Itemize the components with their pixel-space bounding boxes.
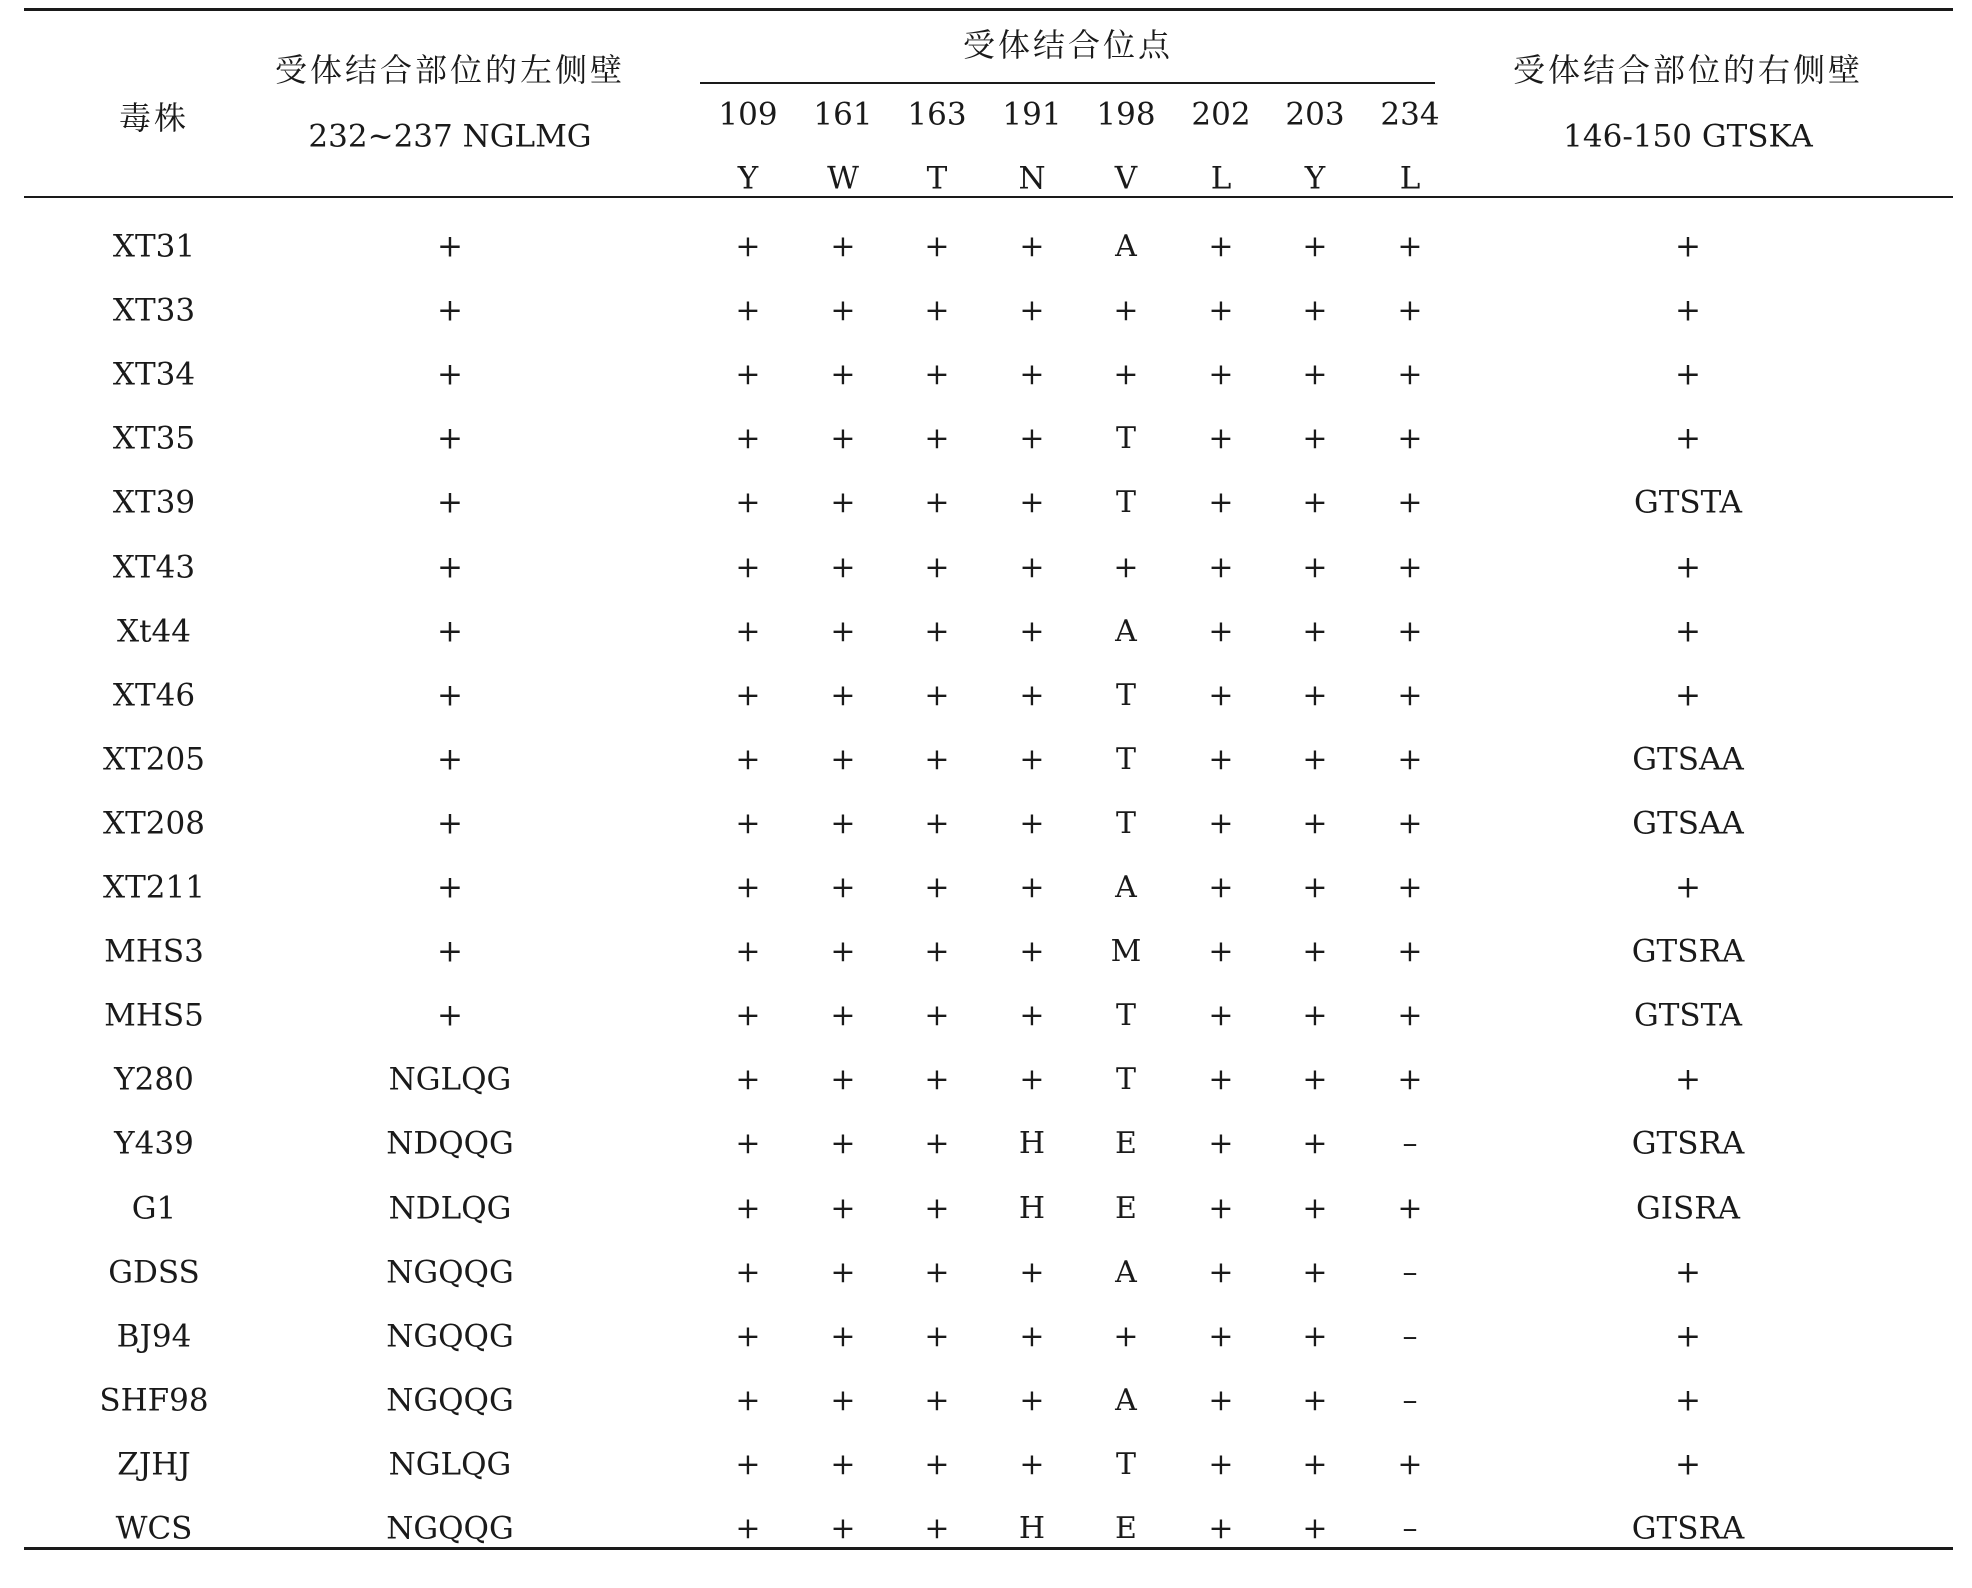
cell-left-wall: NGQQG <box>386 1382 514 1419</box>
cell-left-wall: + <box>437 677 463 714</box>
header-site-aa: V <box>1114 160 1138 197</box>
header-site-aa: N <box>1018 160 1046 197</box>
cell-left-wall: + <box>437 997 463 1034</box>
cell-site: + <box>830 293 856 329</box>
header-site-aa: L <box>1399 160 1421 197</box>
cell-site: + <box>1302 998 1328 1034</box>
cell-right-wall: + <box>1675 292 1701 329</box>
cell-site: + <box>924 357 950 393</box>
cell-site: + <box>1302 1254 1328 1290</box>
cell-site: + <box>1208 1446 1234 1482</box>
cell-site: + <box>830 549 856 585</box>
cell-site: + <box>735 870 761 905</box>
cell-site: + <box>1302 1190 1328 1226</box>
cell-site: A <box>1115 1382 1137 1418</box>
cell-left-wall: + <box>437 356 463 393</box>
cell-right-wall: + <box>1675 613 1701 650</box>
cell-site: + <box>1208 1190 1234 1226</box>
cell-site: + <box>924 870 950 905</box>
cell-site: + <box>924 549 950 585</box>
header-site-position: 161 <box>813 96 873 133</box>
cell-site: + <box>1302 421 1328 457</box>
cell-left-wall: + <box>437 933 463 970</box>
cell-site: T <box>1115 998 1137 1034</box>
header-site-group: 受体结合位点 <box>962 26 1174 64</box>
cell-right-wall: GTSRA <box>1631 1510 1745 1547</box>
cell-site: + <box>735 1190 761 1226</box>
header-site-aa: Y <box>1304 160 1326 197</box>
cell-site: + <box>1397 1190 1423 1226</box>
cell-right-wall: GTSRA <box>1631 933 1745 970</box>
cell-site: + <box>1113 293 1139 329</box>
cell-left-wall: NDQQG <box>386 1125 514 1162</box>
cell-site: + <box>735 1062 761 1098</box>
cell-site: + <box>830 1062 856 1098</box>
cell-strain: XT33 <box>112 292 196 329</box>
cell-site: + <box>1397 229 1423 264</box>
cell-site: E <box>1115 1511 1137 1546</box>
cell-site: + <box>735 805 761 841</box>
cell-site: + <box>830 1382 856 1418</box>
cell-site: + <box>1208 1511 1234 1546</box>
cell-site: + <box>924 1318 950 1354</box>
cell-site: + <box>924 1062 950 1098</box>
cell-site: + <box>735 998 761 1034</box>
cell-site: + <box>1302 485 1328 521</box>
cell-left-wall: + <box>437 869 463 906</box>
cell-site: + <box>735 549 761 585</box>
cell-site: A <box>1115 1254 1137 1290</box>
cell-site: + <box>830 229 856 264</box>
cell-site: + <box>830 741 856 777</box>
table-top-rule <box>24 8 1953 11</box>
cell-strain: XT205 <box>103 741 205 778</box>
cell-site: + <box>1113 549 1139 585</box>
cell-site: + <box>1302 549 1328 585</box>
cell-site: + <box>924 229 950 264</box>
cell-site: + <box>830 357 856 393</box>
header-site-aa: L <box>1210 160 1232 197</box>
cell-right-wall: + <box>1675 1382 1701 1419</box>
cell-left-wall: + <box>437 292 463 329</box>
cell-strain: XT34 <box>112 356 196 393</box>
cell-site: + <box>1208 549 1234 585</box>
cell-strain: XT211 <box>103 869 205 906</box>
cell-right-wall: + <box>1675 549 1701 585</box>
cell-site: + <box>1302 1318 1328 1354</box>
table-bottom-rule <box>24 1547 1953 1550</box>
cell-right-wall: GISRA <box>1636 1190 1740 1226</box>
cell-right-wall: + <box>1675 1254 1701 1291</box>
cell-right-wall: + <box>1675 420 1701 457</box>
cell-site: T <box>1115 1446 1137 1482</box>
cell-site: + <box>1208 1126 1234 1162</box>
cell-site: + <box>735 613 761 649</box>
cell-site: E <box>1115 1126 1137 1162</box>
cell-site: + <box>1019 677 1045 713</box>
cell-site: + <box>1208 741 1234 777</box>
cell-left-wall: + <box>437 549 463 585</box>
cell-site: + <box>830 1511 856 1546</box>
cell-site: + <box>924 1190 950 1226</box>
cell-left-wall: + <box>437 741 463 778</box>
header-site-position: 234 <box>1380 96 1440 133</box>
cell-site: + <box>735 357 761 393</box>
cell-right-wall: + <box>1675 1061 1701 1098</box>
cell-site: + <box>924 998 950 1034</box>
cell-site: – <box>1402 1254 1418 1290</box>
cell-site: + <box>830 485 856 521</box>
cell-left-wall: NGLQG <box>388 1061 512 1098</box>
cell-right-wall: + <box>1675 1446 1701 1483</box>
header-site-aa: T <box>926 160 948 197</box>
cell-site: H <box>1018 1190 1046 1226</box>
cell-right-wall: GTSTA <box>1633 484 1743 521</box>
header-left-wall-range: 232~237 NGLMG <box>308 118 592 155</box>
cell-site: + <box>1208 1318 1234 1354</box>
cell-site: + <box>830 934 856 970</box>
cell-site: + <box>924 805 950 841</box>
cell-site: A <box>1115 870 1137 905</box>
cell-site: + <box>1208 934 1234 970</box>
cell-site: + <box>924 741 950 777</box>
cell-left-wall: + <box>437 228 463 265</box>
cell-site: + <box>1019 805 1045 841</box>
cell-site: + <box>924 421 950 457</box>
header-left-wall-title: 受体结合部位的左侧壁 <box>274 51 626 89</box>
cell-site: + <box>1302 613 1328 649</box>
cell-site: H <box>1018 1126 1046 1162</box>
cell-left-wall: + <box>437 484 463 521</box>
cell-site: + <box>735 421 761 457</box>
cell-site: + <box>735 934 761 970</box>
cell-strain: Y280 <box>114 1061 194 1098</box>
cell-left-wall: + <box>437 613 463 650</box>
cell-strain: Xt44 <box>117 613 191 650</box>
cell-site: + <box>830 1446 856 1482</box>
cell-site: + <box>1019 1446 1045 1482</box>
cell-site: + <box>1397 998 1423 1034</box>
cell-site: + <box>1019 1062 1045 1098</box>
header-strain: 毒株 <box>118 99 190 137</box>
cell-site: + <box>1019 357 1045 393</box>
cell-site: + <box>1302 293 1328 329</box>
cell-right-wall: GTSAA <box>1632 805 1744 842</box>
cell-right-wall: + <box>1675 356 1701 393</box>
cell-site: + <box>1397 485 1423 521</box>
cell-site: + <box>735 1318 761 1354</box>
cell-site: + <box>924 293 950 329</box>
cell-site: + <box>1397 741 1423 777</box>
cell-strain: BJ94 <box>116 1318 192 1355</box>
cell-site: + <box>830 1126 856 1162</box>
cell-site: + <box>1019 1382 1045 1418</box>
cell-site: + <box>1397 677 1423 713</box>
cell-site: + <box>1208 998 1234 1034</box>
cell-site: + <box>1397 870 1423 905</box>
header-right-wall-range: 146-150 GTSKA <box>1563 118 1813 155</box>
cell-site: + <box>1397 805 1423 841</box>
cell-site: + <box>1019 229 1045 264</box>
header-site-position: 191 <box>1002 96 1062 133</box>
cell-site: + <box>1302 677 1328 713</box>
cell-site: + <box>1019 293 1045 329</box>
cell-site: + <box>1208 613 1234 649</box>
cell-site: + <box>1302 1511 1328 1546</box>
cell-site: + <box>735 1126 761 1162</box>
cell-strain: XT43 <box>112 549 196 585</box>
cell-left-wall: NGLQG <box>388 1446 512 1483</box>
cell-site: + <box>924 1254 950 1290</box>
cell-strain: ZJHJ <box>117 1446 191 1483</box>
cell-site: + <box>1019 1254 1045 1290</box>
cell-site: T <box>1115 677 1137 713</box>
cell-site: + <box>1208 805 1234 841</box>
cell-site: + <box>1302 805 1328 841</box>
cell-site: + <box>1208 293 1234 329</box>
cell-left-wall: + <box>437 805 463 842</box>
cell-site: + <box>830 1190 856 1226</box>
cell-site: + <box>924 1126 950 1162</box>
cell-site: + <box>830 677 856 713</box>
cell-site: + <box>735 1446 761 1482</box>
cell-right-wall: GTSTA <box>1633 997 1743 1034</box>
cell-site: + <box>1302 934 1328 970</box>
cell-site: + <box>735 1511 761 1546</box>
cell-site: + <box>1397 421 1423 457</box>
cell-site: + <box>924 1446 950 1482</box>
cell-site: + <box>830 1254 856 1290</box>
cell-site: + <box>1019 549 1045 585</box>
cell-site: + <box>735 1382 761 1418</box>
cell-site: + <box>1113 357 1139 393</box>
cell-site: + <box>735 485 761 521</box>
header-site-position: 202 <box>1191 96 1251 133</box>
site-group-rule <box>700 82 1435 84</box>
header-site-position: 203 <box>1285 96 1345 133</box>
header-site-position: 163 <box>907 96 967 133</box>
cell-site: + <box>1019 485 1045 521</box>
cell-site: + <box>735 293 761 329</box>
cell-site: – <box>1402 1511 1418 1546</box>
cell-site: A <box>1115 613 1137 649</box>
cell-left-wall: NGQQG <box>386 1318 514 1355</box>
cell-site: + <box>1302 1382 1328 1418</box>
cell-site: + <box>830 805 856 841</box>
cell-site: + <box>1208 870 1234 905</box>
cell-strain: MHS5 <box>104 997 204 1034</box>
cell-strain: GDSS <box>108 1254 200 1291</box>
cell-site: – <box>1402 1126 1418 1162</box>
cell-right-wall: GTSAA <box>1632 741 1744 778</box>
header-site-aa: Y <box>737 160 759 197</box>
cell-strain: XT208 <box>103 805 205 842</box>
cell-right-wall: + <box>1675 869 1701 906</box>
cell-site: + <box>830 613 856 649</box>
cell-strain: G1 <box>131 1190 177 1226</box>
cell-site: + <box>924 1511 950 1546</box>
cell-site: + <box>1397 357 1423 393</box>
cell-site: + <box>1302 229 1328 264</box>
cell-site: + <box>735 1254 761 1290</box>
cell-site: + <box>1302 357 1328 393</box>
cell-strain: Y439 <box>114 1125 194 1162</box>
cell-site: + <box>924 613 950 649</box>
cell-site: + <box>1397 613 1423 649</box>
cell-site: + <box>924 677 950 713</box>
cell-right-wall: + <box>1675 677 1701 714</box>
cell-site: + <box>1019 934 1045 970</box>
cell-site: + <box>735 229 761 264</box>
cell-site: + <box>1019 998 1045 1034</box>
cell-site: + <box>1208 485 1234 521</box>
cell-site: + <box>1208 677 1234 713</box>
cell-strain: XT31 <box>112 228 196 265</box>
cell-strain: MHS3 <box>104 933 204 970</box>
cell-site: + <box>1302 1446 1328 1482</box>
cell-site: + <box>924 1382 950 1418</box>
cell-right-wall: + <box>1675 228 1701 265</box>
header-site-position: 109 <box>718 96 778 133</box>
cell-strain: XT39 <box>112 484 196 521</box>
cell-site: + <box>1397 934 1423 970</box>
cell-site: + <box>1208 1062 1234 1098</box>
cell-site: + <box>1019 613 1045 649</box>
cell-site: + <box>1019 1318 1045 1354</box>
cell-site: + <box>1019 870 1045 905</box>
cell-site: + <box>1019 741 1045 777</box>
cell-site: M <box>1110 934 1142 970</box>
cell-site: + <box>1397 293 1423 329</box>
header-site-aa: W <box>827 160 859 197</box>
cell-site: + <box>830 998 856 1034</box>
cell-site: + <box>735 741 761 777</box>
cell-site: + <box>1397 549 1423 585</box>
cell-site: + <box>1302 870 1328 905</box>
cell-site: + <box>1208 229 1234 264</box>
cell-site: + <box>1397 1062 1423 1098</box>
cell-site: + <box>1208 357 1234 393</box>
cell-site: – <box>1402 1318 1418 1354</box>
cell-site: T <box>1115 741 1137 777</box>
cell-site: T <box>1115 1062 1137 1098</box>
cell-right-wall: + <box>1675 1318 1701 1355</box>
cell-left-wall: NGQQG <box>386 1254 514 1291</box>
cell-site: + <box>1019 421 1045 457</box>
table-header-rule <box>24 196 1953 198</box>
cell-site: + <box>1302 1062 1328 1098</box>
cell-site: + <box>1302 1126 1328 1162</box>
cell-site: + <box>830 1318 856 1354</box>
cell-site: + <box>924 934 950 970</box>
cell-site: + <box>1397 1446 1423 1482</box>
cell-site: – <box>1402 1382 1418 1418</box>
cell-left-wall: NDLQG <box>388 1190 512 1226</box>
cell-site: + <box>830 870 856 905</box>
cell-site: + <box>1208 421 1234 457</box>
cell-strain: XT46 <box>112 677 196 714</box>
cell-strain: SHF98 <box>99 1382 209 1419</box>
cell-left-wall: NGQQG <box>386 1510 514 1547</box>
cell-site: + <box>1302 741 1328 777</box>
cell-site: H <box>1018 1511 1046 1546</box>
cell-site: T <box>1115 805 1137 841</box>
cell-site: + <box>735 677 761 713</box>
cell-site: T <box>1115 485 1137 521</box>
cell-site: + <box>830 421 856 457</box>
cell-site: + <box>924 485 950 521</box>
cell-strain: WCS <box>115 1510 193 1547</box>
cell-site: E <box>1115 1190 1137 1226</box>
cell-strain: XT35 <box>112 420 196 457</box>
cell-site: + <box>1113 1318 1139 1354</box>
header-site-position: 198 <box>1096 96 1156 133</box>
cell-site: + <box>1208 1382 1234 1418</box>
cell-site: T <box>1115 421 1137 457</box>
cell-site: + <box>1208 1254 1234 1290</box>
header-right-wall-title: 受体结合部位的右侧壁 <box>1512 51 1864 89</box>
cell-left-wall: + <box>437 420 463 457</box>
cell-site: A <box>1115 229 1137 264</box>
cell-right-wall: GTSRA <box>1631 1125 1745 1162</box>
